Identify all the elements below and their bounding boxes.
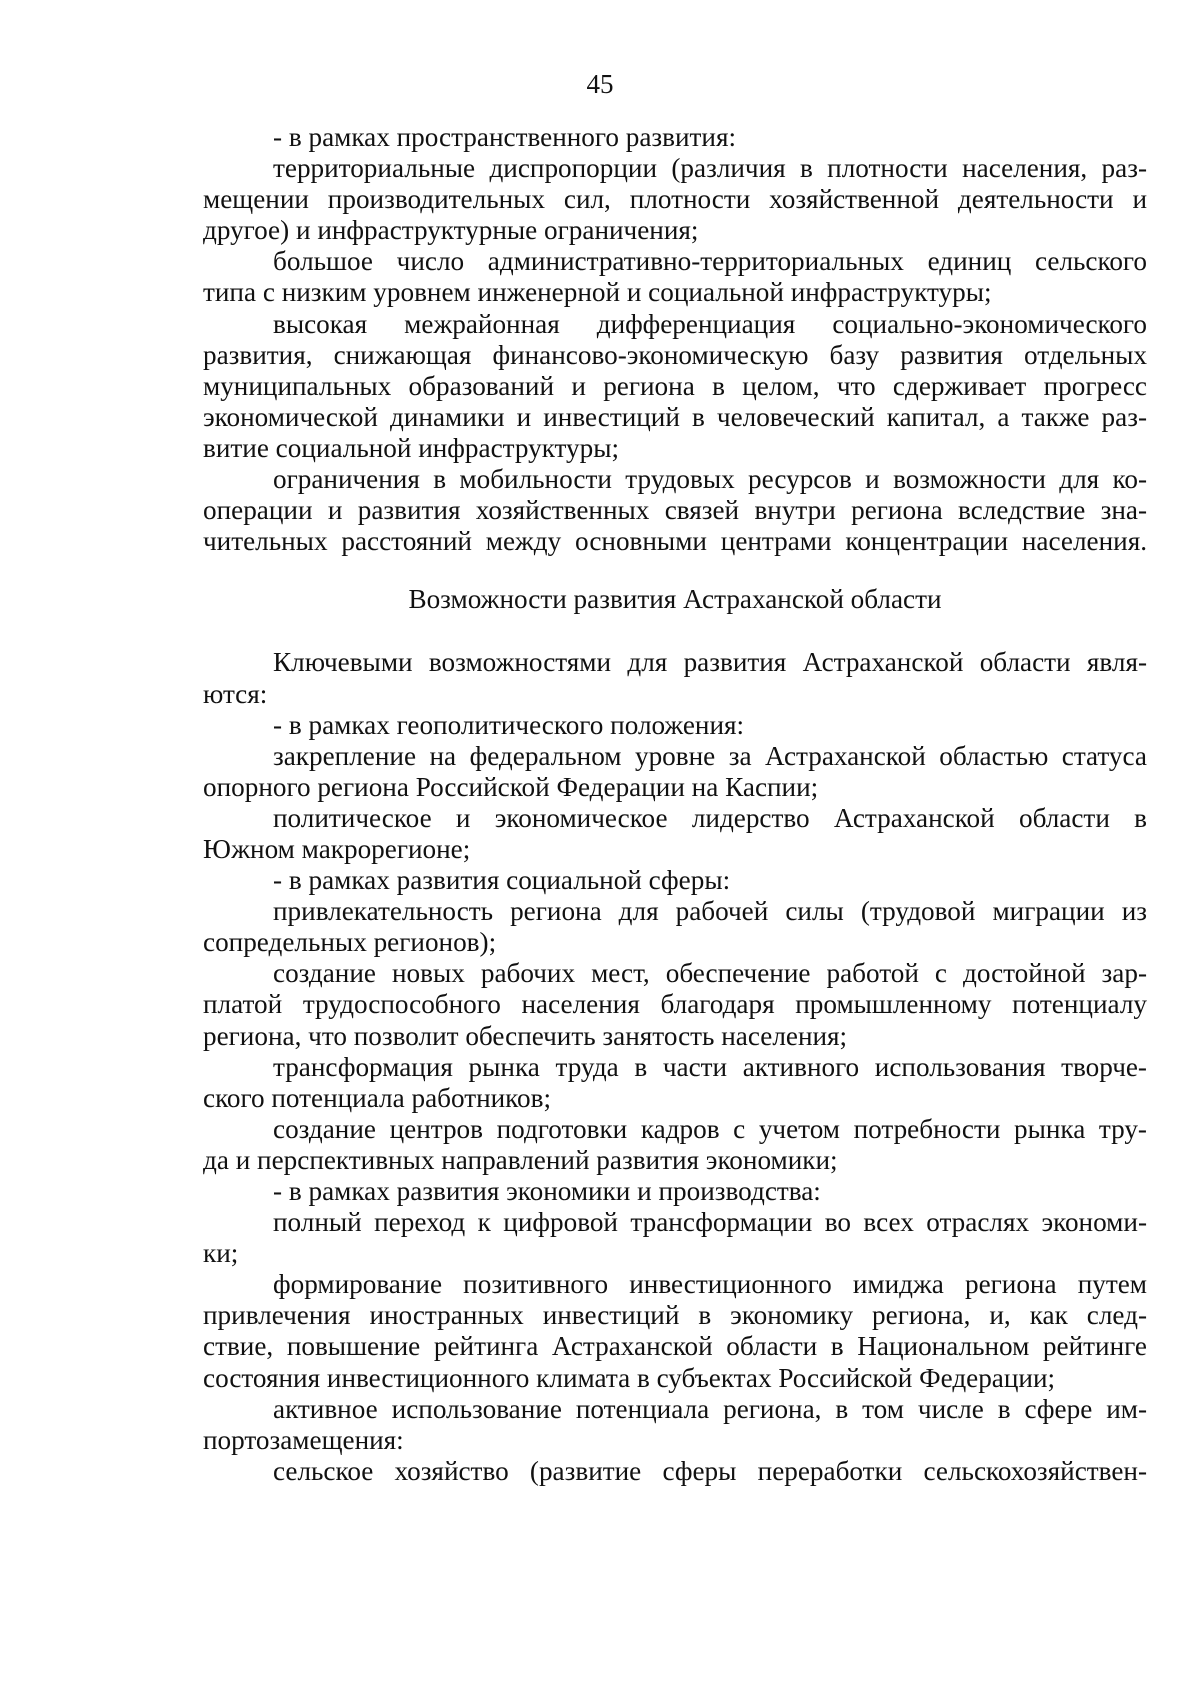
- text-line: мещении производительных сил, плотности хозяйственной деятельности и: [203, 184, 1147, 215]
- text-line: другое) и инфраструктурные ограничения;: [203, 215, 699, 246]
- text-line: чительных расстояний между основными центрами концентрации населения.: [203, 526, 1147, 557]
- text-line: большое число административно-территориальных единиц сельского: [273, 246, 1147, 277]
- text-line: да и перспективных направлений развития экономики;: [203, 1144, 838, 1175]
- text-line: политическое и экономическое лидерство Астраханской области в: [273, 802, 1147, 833]
- text-line: привлекательность региона для рабочей силы (трудовой миграции из: [273, 896, 1147, 927]
- text-line: - в рамках геополитического положения:: [273, 709, 745, 740]
- text-line: - в рамках развития экономики и производства:: [273, 1176, 821, 1206]
- text-line: активное использование потенциала региона, в том числе в сфере им-: [273, 1393, 1147, 1424]
- text-line: Ключевыми возможностями для развития Астраханской области явля-: [273, 647, 1147, 678]
- text-line: трансформация рынка труда в части активного использования творче-: [273, 1051, 1147, 1082]
- text-line: привлечения иностранных инвестиций в экономику региона, и, как след-: [203, 1300, 1147, 1331]
- text-line: ки;: [203, 1238, 239, 1269]
- text-line: формирование позитивного инвестиционного имиджа региона путем: [273, 1269, 1147, 1300]
- text-line: развития, снижающая финансово-экономическую базу развития отдельных: [203, 339, 1147, 370]
- text-line: Южном макрорегионе;: [203, 833, 471, 864]
- page-number: 45: [586, 69, 614, 99]
- text-line: создание новых рабочих мест, обеспечение работой с достойной зар-: [273, 958, 1147, 989]
- document-body: [203, 122, 1147, 1487]
- text-line: операции и развития хозяйственных связей внутри региона вследствие зна-: [203, 495, 1147, 526]
- text-line: закрепление на федеральном уровне за Астраханской областью статуса: [273, 740, 1147, 771]
- text-line: сопредельных регионов);: [203, 927, 497, 958]
- text-line: состояния инвестиционного климата в субъектах Российской Федерации;: [203, 1362, 1056, 1393]
- section-heading: Возможности развития Астраханской области: [408, 584, 942, 615]
- text-line: витие социальной инфраструктуры;: [203, 432, 620, 463]
- text-line: высокая межрайонная дифференциация социально-экономического: [273, 308, 1147, 339]
- text-line: муниципальных образований и региона в целом, что сдерживает прогресс: [203, 370, 1147, 401]
- text-line: ются:: [203, 678, 268, 709]
- spacer: [203, 557, 1147, 584]
- text-line: - в рамках развития социальной сферы:: [273, 865, 731, 896]
- text-line: территориальные диспропорции (различия в плотности населения, раз-: [273, 153, 1147, 184]
- text-line: экономической динамики и инвестиций в человеческий капитал, а также раз-: [203, 401, 1147, 432]
- text-line: создание центров подготовки кадров с учетом потребности рынка тру-: [273, 1113, 1147, 1144]
- spacer: [203, 615, 1147, 647]
- text-line: сельское хозяйство (развитие сферы переработки сельскохозяйствен-: [273, 1455, 1147, 1486]
- text-line: полный переход к цифровой трансформации во всех отраслях экономи-: [273, 1207, 1147, 1238]
- text-line: региона, что позволит обеспечить занятость населения;: [203, 1020, 848, 1051]
- text-line: портозамещения:: [203, 1424, 404, 1455]
- text-line: ограничения в мобильности трудовых ресурсов и возможности для ко-: [273, 464, 1147, 495]
- text-line: опорного региона Российской Федерации на Каспии;: [203, 771, 819, 802]
- text-line: ского потенциала работников;: [203, 1082, 551, 1113]
- text-line: платой трудоспособного населения благодаря промышленному потенциалу: [203, 989, 1147, 1020]
- text-line: ствие, повышение рейтинга Астраханской области в Национальном рейтинге: [203, 1331, 1147, 1362]
- text-line: - в рамках пространственного развития:: [273, 122, 737, 152]
- text-line: типа с низким уровнем инженерной и социальной инфраструктуры;: [203, 277, 992, 308]
